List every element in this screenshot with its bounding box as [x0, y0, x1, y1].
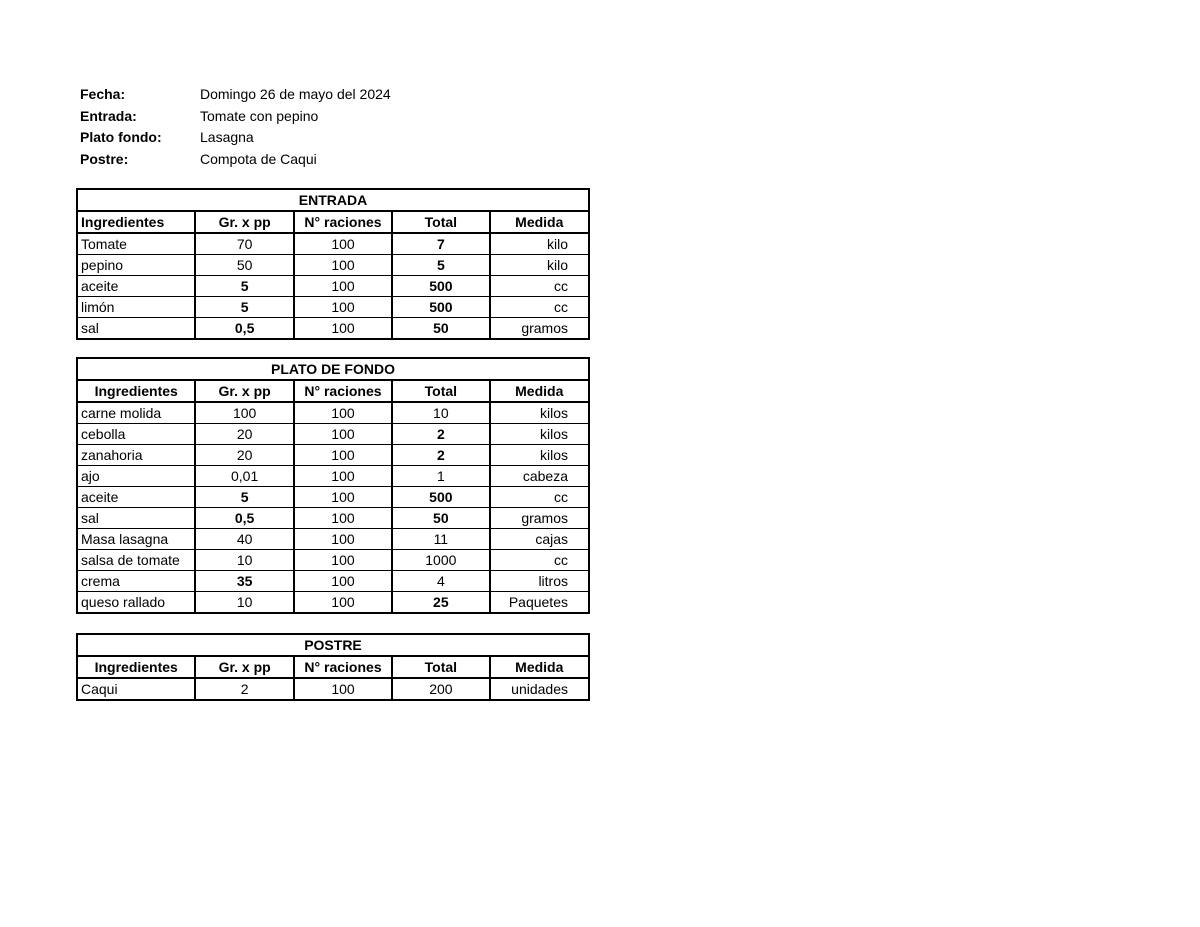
column-header: Total	[392, 656, 489, 678]
portions-cell: 100	[294, 402, 392, 424]
info-row-plato	[80, 127, 391, 149]
table-row	[77, 297, 589, 318]
portions-cell: 100	[294, 508, 392, 529]
total-cell: 7	[392, 233, 489, 255]
table-title-row	[77, 358, 589, 380]
column-header: Gr. x pp	[195, 211, 293, 233]
grams-per-portion-cell: 2	[195, 678, 293, 700]
grams-per-portion-cell: 50	[195, 255, 293, 276]
total-cell: 1	[392, 466, 489, 487]
grams-per-portion-cell: 40	[195, 529, 293, 550]
column-header: Total	[392, 380, 489, 402]
table-row	[77, 466, 589, 487]
column-header: Ingredientes	[77, 211, 195, 233]
ingredient-cell: queso rallado	[77, 592, 195, 614]
fecha-value: Domingo 26 de mayo del 2024	[200, 86, 391, 102]
table-title-row	[77, 189, 589, 211]
column-header: N° raciones	[294, 656, 392, 678]
unit-cell: cc	[490, 276, 589, 297]
portions-cell: 100	[294, 487, 392, 508]
ingredient-cell: zanahoria	[77, 445, 195, 466]
unit-cell: gramos	[490, 508, 589, 529]
portions-cell: 100	[294, 592, 392, 614]
total-cell: 4	[392, 571, 489, 592]
table-row	[77, 255, 589, 276]
entrada-value: Tomate con pepino	[200, 107, 319, 124]
table-header-row	[77, 380, 589, 402]
unit-cell: unidades	[490, 678, 589, 700]
entrada-label: Entrada:	[80, 107, 137, 124]
postre-table	[76, 633, 590, 701]
portions-cell: 100	[294, 424, 392, 445]
grams-per-portion-cell: 5	[195, 297, 293, 318]
ingredient-cell: aceite	[77, 487, 195, 508]
table-row	[77, 550, 589, 571]
total-cell: 10	[392, 402, 489, 424]
portions-cell: 100	[294, 445, 392, 466]
unit-cell: cabeza	[490, 466, 589, 487]
table-header-row	[77, 211, 589, 233]
ingredient-cell: ajo	[77, 466, 195, 487]
portions-cell: 100	[294, 529, 392, 550]
unit-cell: kilo	[490, 233, 589, 255]
total-cell: 11	[392, 529, 489, 550]
unit-cell: kilos	[490, 424, 589, 445]
info-row-postre	[80, 149, 391, 171]
portions-cell: 100	[294, 550, 392, 571]
portions-cell: 100	[294, 466, 392, 487]
column-header: N° raciones	[294, 211, 392, 233]
total-cell: 2	[392, 424, 489, 445]
ingredient-cell: salsa de tomate	[77, 550, 195, 571]
table-row	[77, 571, 589, 592]
table-header-row	[77, 656, 589, 678]
table-row	[77, 487, 589, 508]
ingredient-cell: sal	[77, 318, 195, 340]
grams-per-portion-cell: 0,01	[195, 466, 293, 487]
unit-cell: litros	[490, 571, 589, 592]
total-cell: 500	[392, 487, 489, 508]
grams-per-portion-cell: 20	[195, 424, 293, 445]
unit-cell: Paquetes	[490, 592, 589, 614]
table-row	[77, 678, 589, 700]
column-header: Gr. x pp	[195, 656, 293, 678]
table-row	[77, 424, 589, 445]
plato-value: Lasagna	[200, 129, 254, 145]
unit-cell: cc	[490, 550, 589, 571]
column-header: Ingredientes	[77, 380, 195, 402]
grams-per-portion-cell: 0,5	[195, 318, 293, 340]
info-row-entrada	[80, 106, 391, 128]
portions-cell: 100	[294, 318, 392, 340]
unit-cell: kilos	[490, 402, 589, 424]
unit-cell: gramos	[490, 318, 589, 340]
table-row	[77, 402, 589, 424]
table-row	[77, 318, 589, 340]
column-header: Medida	[490, 380, 589, 402]
grams-per-portion-cell: 5	[195, 276, 293, 297]
portions-cell: 100	[294, 678, 392, 700]
total-cell: 1000	[392, 550, 489, 571]
table-title-row	[77, 634, 589, 656]
column-header: N° raciones	[294, 380, 392, 402]
total-cell: 500	[392, 297, 489, 318]
plato-label: Plato fondo:	[80, 129, 162, 145]
total-cell: 200	[392, 678, 489, 700]
grams-per-portion-cell: 100	[195, 402, 293, 424]
grams-per-portion-cell: 0,5	[195, 508, 293, 529]
postre-value: Compota de Caqui	[200, 150, 317, 167]
table-row	[77, 592, 589, 614]
ingredient-cell: carne molida	[77, 402, 195, 424]
table-row	[77, 529, 589, 550]
ingredient-cell: Caqui	[77, 678, 195, 700]
entrada-table	[76, 188, 590, 340]
ingredient-cell: aceite	[77, 276, 195, 297]
column-header: Medida	[490, 211, 589, 233]
unit-cell: kilo	[490, 255, 589, 276]
ingredient-cell: sal	[77, 508, 195, 529]
grams-per-portion-cell: 10	[195, 550, 293, 571]
grams-per-portion-cell: 5	[195, 487, 293, 508]
table-title: POSTRE	[77, 634, 589, 656]
grams-per-portion-cell: 35	[195, 571, 293, 592]
table-row	[77, 445, 589, 466]
total-cell: 2	[392, 445, 489, 466]
ingredient-cell: pepino	[77, 255, 195, 276]
unit-cell: cc	[490, 297, 589, 318]
total-cell: 500	[392, 276, 489, 297]
plato-de-fondo-table	[76, 357, 590, 614]
fecha-label: Fecha:	[80, 86, 126, 102]
column-header: Medida	[490, 656, 589, 678]
total-cell: 50	[392, 318, 489, 340]
grams-per-portion-cell: 70	[195, 233, 293, 255]
table-row	[77, 233, 589, 255]
total-cell: 5	[392, 255, 489, 276]
unit-cell: cc	[490, 487, 589, 508]
grams-per-portion-cell: 20	[195, 445, 293, 466]
unit-cell: cajas	[490, 529, 589, 550]
ingredient-cell: crema	[77, 571, 195, 592]
column-header: Total	[392, 211, 489, 233]
menu-info	[80, 84, 391, 170]
table-row	[77, 508, 589, 529]
ingredient-cell: limón	[77, 297, 195, 318]
ingredient-cell: cebolla	[77, 424, 195, 445]
info-row-fecha	[80, 84, 391, 106]
total-cell: 25	[392, 592, 489, 614]
postre-label: Postre:	[80, 150, 129, 167]
table-row	[77, 276, 589, 297]
portions-cell: 100	[294, 297, 392, 318]
unit-cell: kilos	[490, 445, 589, 466]
column-header: Gr. x pp	[195, 380, 293, 402]
table-title: ENTRADA	[77, 189, 589, 211]
grams-per-portion-cell: 10	[195, 592, 293, 614]
ingredient-cell: Masa lasagna	[77, 529, 195, 550]
ingredient-cell: Tomate	[77, 233, 195, 255]
column-header: Ingredientes	[77, 656, 195, 678]
portions-cell: 100	[294, 571, 392, 592]
portions-cell: 100	[294, 276, 392, 297]
total-cell: 50	[392, 508, 489, 529]
portions-cell: 100	[294, 255, 392, 276]
table-title: PLATO DE FONDO	[77, 358, 589, 380]
portions-cell: 100	[294, 233, 392, 255]
